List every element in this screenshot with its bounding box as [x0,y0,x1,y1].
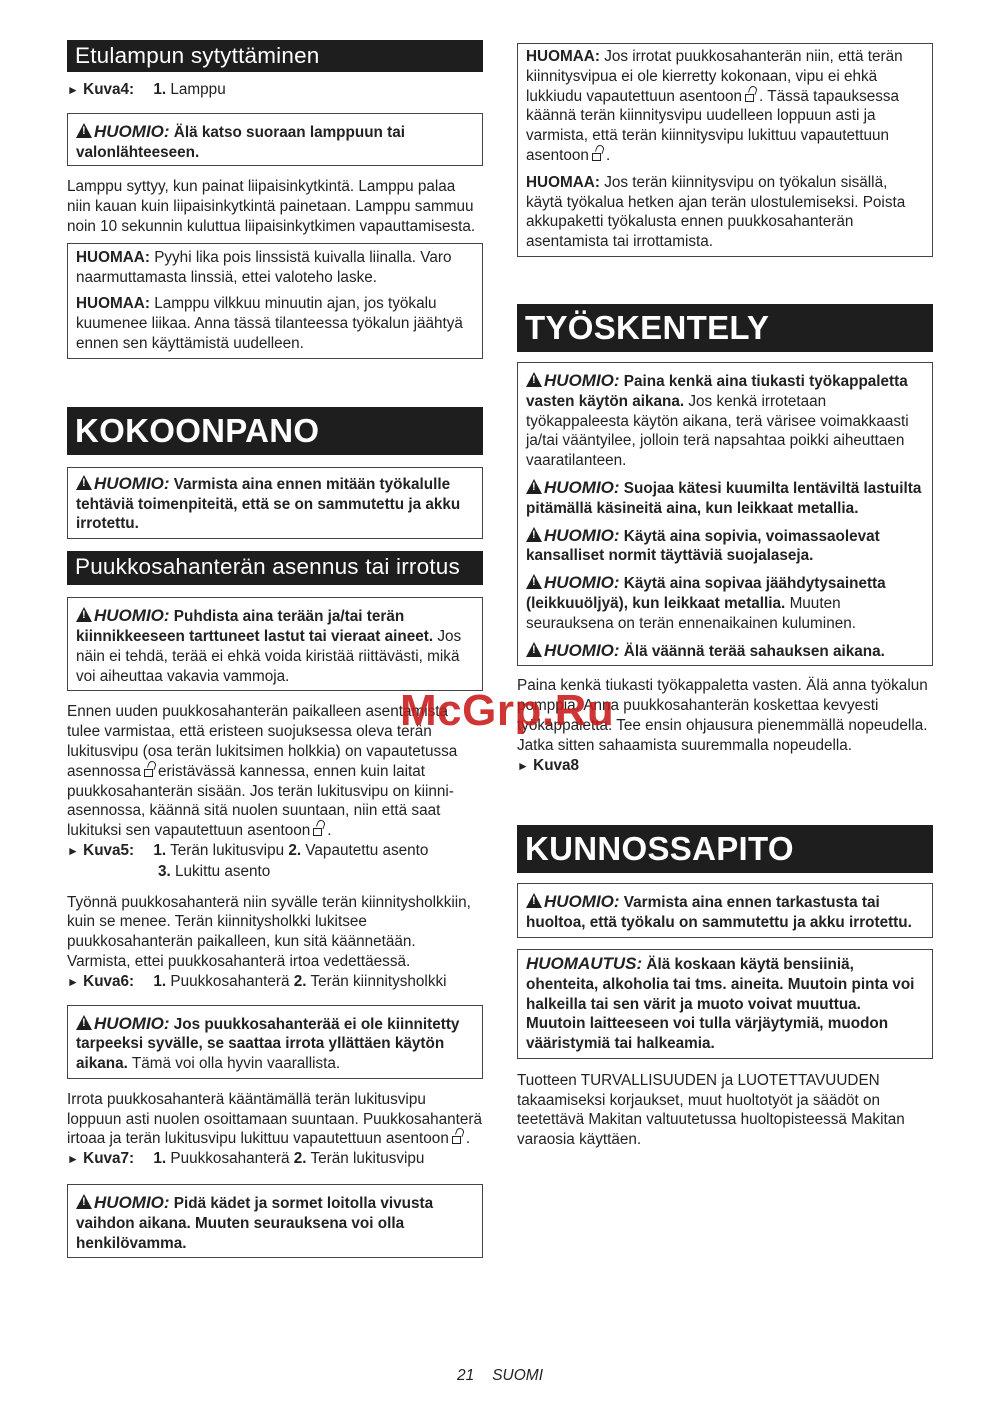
section-title-etulamppu: Etulampun sytyttäminen [67,40,483,72]
unlocked-padlock-icon [144,763,156,777]
caution-box-hands: !HUOMIO: Pidä kädet ja sormet loitolla vivusta vaihdon aikana. Muuten seurauksena voi olla henkilövamma. [67,1184,483,1258]
paragraph-insert-blade: Työnnä puukkosahanterä niin syvälle terän kiinnitysholkkiin, kuin se menee. Terän kiinnitysholkki lukitsee puukkosahanterän paikalleen, kun sitä käännetään. Varmista, ettei puukkosahanterä irtoa vedettäessä. [67,893,471,970]
caution-box-lamp: !HUOMIO: Älä katso suoraan lamppuun tai valonlähteeseen. [67,113,483,167]
unlocked-padlock-icon [592,147,604,161]
warning-triangle-icon [526,574,542,589]
page-footer [0,1367,1000,1385]
watermark: McGrp.Ru [400,686,615,735]
caution-box-blade-depth: !HUOMIO: Jos puukkosahanterää ei ole kiinnitetty tarpeeksi syvälle, se saattaa irrota yllättäen käytön aikana. Tämä voi olla hyvin vaarallista. [67,1005,483,1079]
warning-triangle-icon [76,607,92,622]
caution-box-clean-blade: !HUOMIO: Puhdista aina terään ja/tai terän kiinnikkeeseen tarttuneet lastut tai vieraat aineet. Jos näin ei tehdä, terää ei ehkä voida kiristää riittävästi, mikä voi aiheuttaa vakavia vammoja. [67,597,483,691]
figure-ref-kuva5: ► Kuva5: 1. Terän lukitusvipu 2. Vapautettu asento 3. Lukittu asento [67,841,429,880]
paragraph-lamp: Lamppu syttyy, kun painat liipaisinkytkintä. Lamppu palaa niin kauan kuin liipaisinkytkintä painetaan. Lamppu sammuu noin 10 sekunnin kuluttua liipaisinkytkimen vapauttamisesta. [67,178,476,235]
figure-ref-kuva4: ► Kuva4: 1. Lamppu [67,81,226,98]
caution-box-assembly: !HUOMIO: Varmista aina ennen mitään työkalulle tehtäviä toimenpiteitä, että se on sammutettu ja akku irrotettu. [67,467,483,539]
warning-triangle-icon [76,1194,92,1209]
warning-triangle-icon [526,527,542,542]
warning-triangle-icon [526,372,542,387]
paragraph-maintenance: Tuotteen TURVALLISUUDEN ja LUOTETTAVUUDEN takaamiseksi korjaukset, muut huoltotyöt ja säädöt on teetettävä Makitan valtuutetussa huoltopisteessä Makitan varaosia käyttäen. [517,1071,905,1149]
paragraph-remove-blade: Irrota puukkosahanterä kääntämällä terän lukitusvipu loppuun asti nuolen osoittamaan suuntaan. Puukkosahanterä irtoaa ja terän lukitusvipu lukittuu vapautettuun asentoon . [67,1090,483,1148]
warning-triangle-icon [76,1015,92,1030]
paragraph-operation: Paina kenkä tiukasti työkappaletta vasten. Älä anna työkalun pomppia. Anna puukkosahanterän koskettaa kevyesti työkappaletta. Tee ensin ohjausura pienemmällä nopeudella. Jatka sitten sahaamista suuremmalla nopeudella. [517,677,928,754]
notice-box-maintenance: HUOMAUTUS: Älä koskaan käytä bensiiniä, ohenteita, alkoholia tai tms. aineita. Muutoin pinta voi halkeilla tai sen värit ja muoto voivat muuttua. Muutoin laitteeseen voi tulla värjäytymiä, muodon vääristymiä tai halkeamia. [517,949,933,1059]
section-title-tyoskentely: TYÖSKENTELY [517,304,933,352]
warning-triangle-icon [526,893,542,908]
right-column [517,0,933,1150]
figure-ref-kuva6: ► Kuva6: 1. Puukkosahanterä 2. Terän kiinnitysholkki [67,972,447,990]
unlocked-padlock-icon [313,822,325,836]
figure-ref-kuva7: ► Kuva7: 1. Puukkosahanterä 2. Terän lukitusvipu [67,1150,425,1168]
footer-language: SUOMI [492,1367,544,1384]
warning-triangle-icon [76,123,92,138]
caution-box-maintenance: !HUOMIO: Varmista aina ennen tarkastusta tai huoltoa, että työkalu on sammutettu ja akku irrotettu. [517,883,933,938]
page-number: 21 [456,1367,475,1384]
unlocked-padlock-icon [745,88,757,102]
section-title-asennus: Puukkosahanterän asennus tai irrotus [67,551,483,585]
note-box-lever: HUOMAA: Jos irrotat puukkosahanterän niin, että terän kiinnitysvipua ei ole kierretty kokonaan, vipu ei ehkä lukkiudu vapautettuun asentoon . Tässä tapauksessa käännä terän kiinnitysvipu uudelleen loppuun asti ja varmista, että terän kiinnitysvipu lukittuu vapautettuun asentoon . HUOMAA: Jos terän kiinnitysvipu on työkalun sisällä, käytä työkalua hetken ajan terän ulostulemiseksi. Poista akkupaketti työkalusta ennen puukkosahanterän asentamista tai irrottamista. [517,43,933,257]
section-title-kokoonpano: KOKOONPANO [67,407,483,455]
warning-triangle-icon [526,479,542,494]
caution-box-operation: !HUOMIO: Paina kenkä aina tiukasti työkappaletta vasten käytön aikana. Jos kenkä irrotetaan työkappaleesta käytön aikana, terä värisee voimakkaasti ja/tai vääntyilee, jolloin terä napsahtaa poikki aiheuttaen vaaratilanteen. !HUOMIO: Suojaa kätesi kuumilta lentäviltä lastuilta pitämällä käsineitä aina, kun leikkaat metallia. !HUOMIO: Käytä aina sopivia, voimassaolevat kansalliset normit täyttäviä suojalaseja. !HUOMIO: Käytä aina sopivaa jäähdytysainetta (leikkuuöljyä), kun leikkaat metallia. Muuten seurauksena on terän ennenaikainen kuluminen. !HUOMIO: Älä väännä terää sahauksen aikana. [517,362,933,666]
left-column [67,0,483,1258]
warning-triangle-icon [76,475,92,490]
section-title-kunnossapito: KUNNOSSAPITO [517,825,933,873]
figure-ref-kuva8: ► Kuva8 [517,756,580,774]
note-box-lamp: HUOMAA: Pyyhi lika pois linssistä kuivalla liinalla. Varo naarmuttamasta linssiä, ettei valoteho laske. HUOMAA: Lamppu vilkkuu minuutin ajan, jos työkalu kuumenee liikaa. Anna tässä tilanteessa työkalun jäähtyä ennen sen käyttämistä uudelleen. [67,243,483,359]
warning-triangle-icon [526,642,542,657]
unlocked-padlock-icon [452,1130,464,1144]
paragraph-install: Ennen uuden puukkosahanterän paikalleen asentamista tulee varmistaa, että eristeen suojuksessa oleva terän lukitusvipu (osa terän lukitsimen holkkia) on vapautetussa asennossa eristävässä kannessa, ennen kuin laitat puukkosahanterän sisään. Jos terän lukitusvipu on kiinni-asennossa, käännä sitä nuolen suuntaan, niin että saat lukituksi sen vapautettuun asentoon . [67,703,458,840]
